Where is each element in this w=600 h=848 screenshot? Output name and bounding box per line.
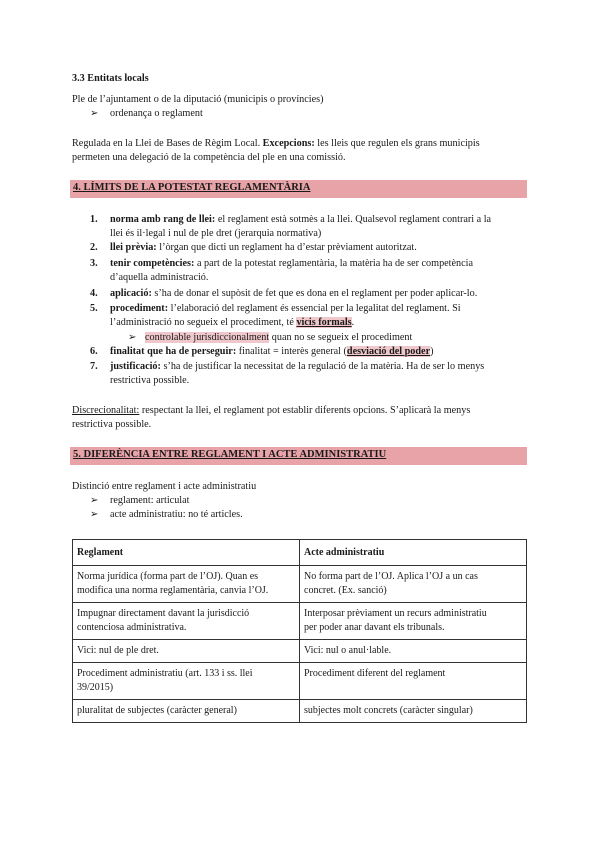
item-5-number: 5. [90,303,98,314]
item-5-sub-rest: quan no se segueix el procediment [269,332,413,343]
item-3 [110,257,527,271]
item-3-number: 3. [90,258,98,269]
item-1 [110,213,527,227]
table-row [73,640,527,663]
cell-line: Impugnar directament davant la jurisdicció [77,608,250,619]
column-header-reglament: Reglament [73,540,300,566]
item-6-desviacio: desviació del poder [346,346,431,357]
section-5-heading: 5. DIFERÈNCIA ENTRE REGLAMENT I ACTE ADMINISTRATIU [73,449,387,460]
arrow-bullet-icon: ➢ [90,108,99,119]
item-3-cont: d’aquella administració. [110,272,209,283]
item-6 [110,345,434,359]
item-2 [110,241,417,255]
arrow-bullet-icon: ➢ [90,509,99,520]
arrow-bullet-icon: ➢ [90,495,99,506]
section-3-3-paragraph [72,137,527,151]
section-5-bullet2: acte administratiu: no té articles. [110,509,243,520]
item-5 [110,302,527,316]
table-cell [300,700,527,723]
table-cell [73,603,300,640]
section-5-heading-band [70,447,527,465]
cell-line: per poder anar davant els tribunals. [304,622,445,633]
cell-line: subjectes molt concrets (caràcter singular) [304,705,473,716]
cell-line: Vici: nul o anul·lable. [304,645,392,656]
item-2-term: llei prèvia: [110,242,157,253]
item-7-term: justificació: [110,361,161,372]
discrecionalitat [72,404,527,418]
comparison-table [72,539,527,723]
cell-line: Norma jurídica (forma part de l’OJ). Quan es [77,571,259,582]
table-row [73,663,527,700]
cell-line: contenciosa administrativa. [77,622,187,633]
para-text-b: les lleis que regulen els grans municipis [314,138,480,149]
table-row [73,700,527,723]
item-4 [110,287,477,301]
item-5-cont-b: . [351,317,355,328]
item-3-term: tenir competències: [110,258,195,269]
table-row [73,603,527,640]
item-7 [110,360,527,374]
item-5-sub-highlight: controlable jurisdiccionalment [145,332,270,343]
disc-term: Discrecionalitat: [72,405,140,416]
item-7-number: 7. [90,361,98,372]
item-2-number: 2. [90,242,98,253]
item-6-term: finalitat que ha de perseguir: [110,346,237,357]
table-cell [73,640,300,663]
cell-line: pluralitat de subjectes (caràcter general) [77,705,237,716]
column-header-acte: Acte administratiu [300,540,527,566]
para-bold-exceptions: Excepcions: [262,138,315,149]
cell-line: Procediment diferent del reglament [304,668,446,679]
section-3-3-heading: 3.3 Entitats locals [72,73,149,84]
table-cell [300,566,527,603]
cell-line: Procediment administratiu (art. 133 i ss. llei [77,668,253,679]
table-header-row [73,540,527,566]
cell-line: 39/2015) [77,682,114,693]
table-cell [300,663,527,700]
item-1-number: 1. [90,214,98,225]
table-cell [300,640,527,663]
item-4-text: s’ha de donar el supòsit de fet que es dona en el reglament per poder aplicar-lo. [151,288,478,299]
cell-line: concret. (Ex. sanció) [304,585,387,596]
item-4-term: aplicació: [110,288,152,299]
item-5-cont [110,316,354,330]
item-2-text: l’òrgan que dicti un reglament ha d’estar prèviament autoritzat. [156,242,417,253]
para-text-a: Regulada en la Llei de Bases de Règim Local. [72,138,263,149]
item-4-number: 4. [90,288,98,299]
item-1-cont: llei és il·legal i nul de ple dret (jerarquia normativa) [110,228,322,239]
section-4-heading-band [70,180,527,198]
item-1-text: el reglament està sotmès a la llei. Qualsevol reglament contrari a la [215,214,492,225]
section-3-3-paragraph-line2: permeten una delegació de la competència del ple en una comissió. [72,152,346,163]
item-3-text: a part de la potestat reglamentària, la matèria ha de ser competència [194,258,474,269]
table-cell [73,700,300,723]
cell-line: Vici: nul de ple dret. [77,645,159,656]
cell-line: Interposar prèviament un recurs administratiu [304,608,487,619]
cell-line: No forma part de l’OJ. Aplica l’OJ a un cas [304,571,478,582]
item-5-text: l’elaboració del reglament és essencial per la legalitat del reglament. Si [168,303,461,314]
item-5-vicis-formals: vicis formals [296,317,352,328]
table-cell [73,566,300,603]
section-3-3-line1: Ple de l’ajuntament o de la diputació (municipis o províncies) [72,94,324,105]
section-5-bullet1: reglament: articulat [110,495,190,506]
item-7-cont: restrictiva possible. [110,375,190,386]
item-5-term: procediment: [110,303,169,314]
arrow-bullet-icon: ➢ [128,332,137,343]
item-6-number: 6. [90,346,98,357]
section-5-intro: Distinció entre reglament i acte administratiu [72,481,257,492]
cell-line: modifica una norma reglamentària, canvia l’OJ. [77,585,269,596]
item-6-text: finalitat = interès general ( [236,346,347,357]
disc-cont: restrictiva possible. [72,419,152,430]
table-cell [300,603,527,640]
section-3-3-bullet1: ordenança o reglament [110,108,203,119]
table-row [73,566,527,603]
item-1-term: norma amb rang de llei: [110,214,216,225]
item-7-text: s’ha de justificar la necessitat de la regulació de la matèria. Ha de ser lo menys [160,361,485,372]
section-4-heading: 4. LÍMITS DE LA POTESTAT REGLAMENTÀRIA [73,182,311,193]
item-5-cont-a: l’administració no segueix el procediment, té [110,317,297,328]
item-5-sub [145,331,412,345]
table-cell [73,663,300,700]
item-6-close: ) [430,346,434,357]
disc-text: respectant la llei, el reglament pot establir diferents opcions. S’aplicarà la menys [139,405,471,416]
